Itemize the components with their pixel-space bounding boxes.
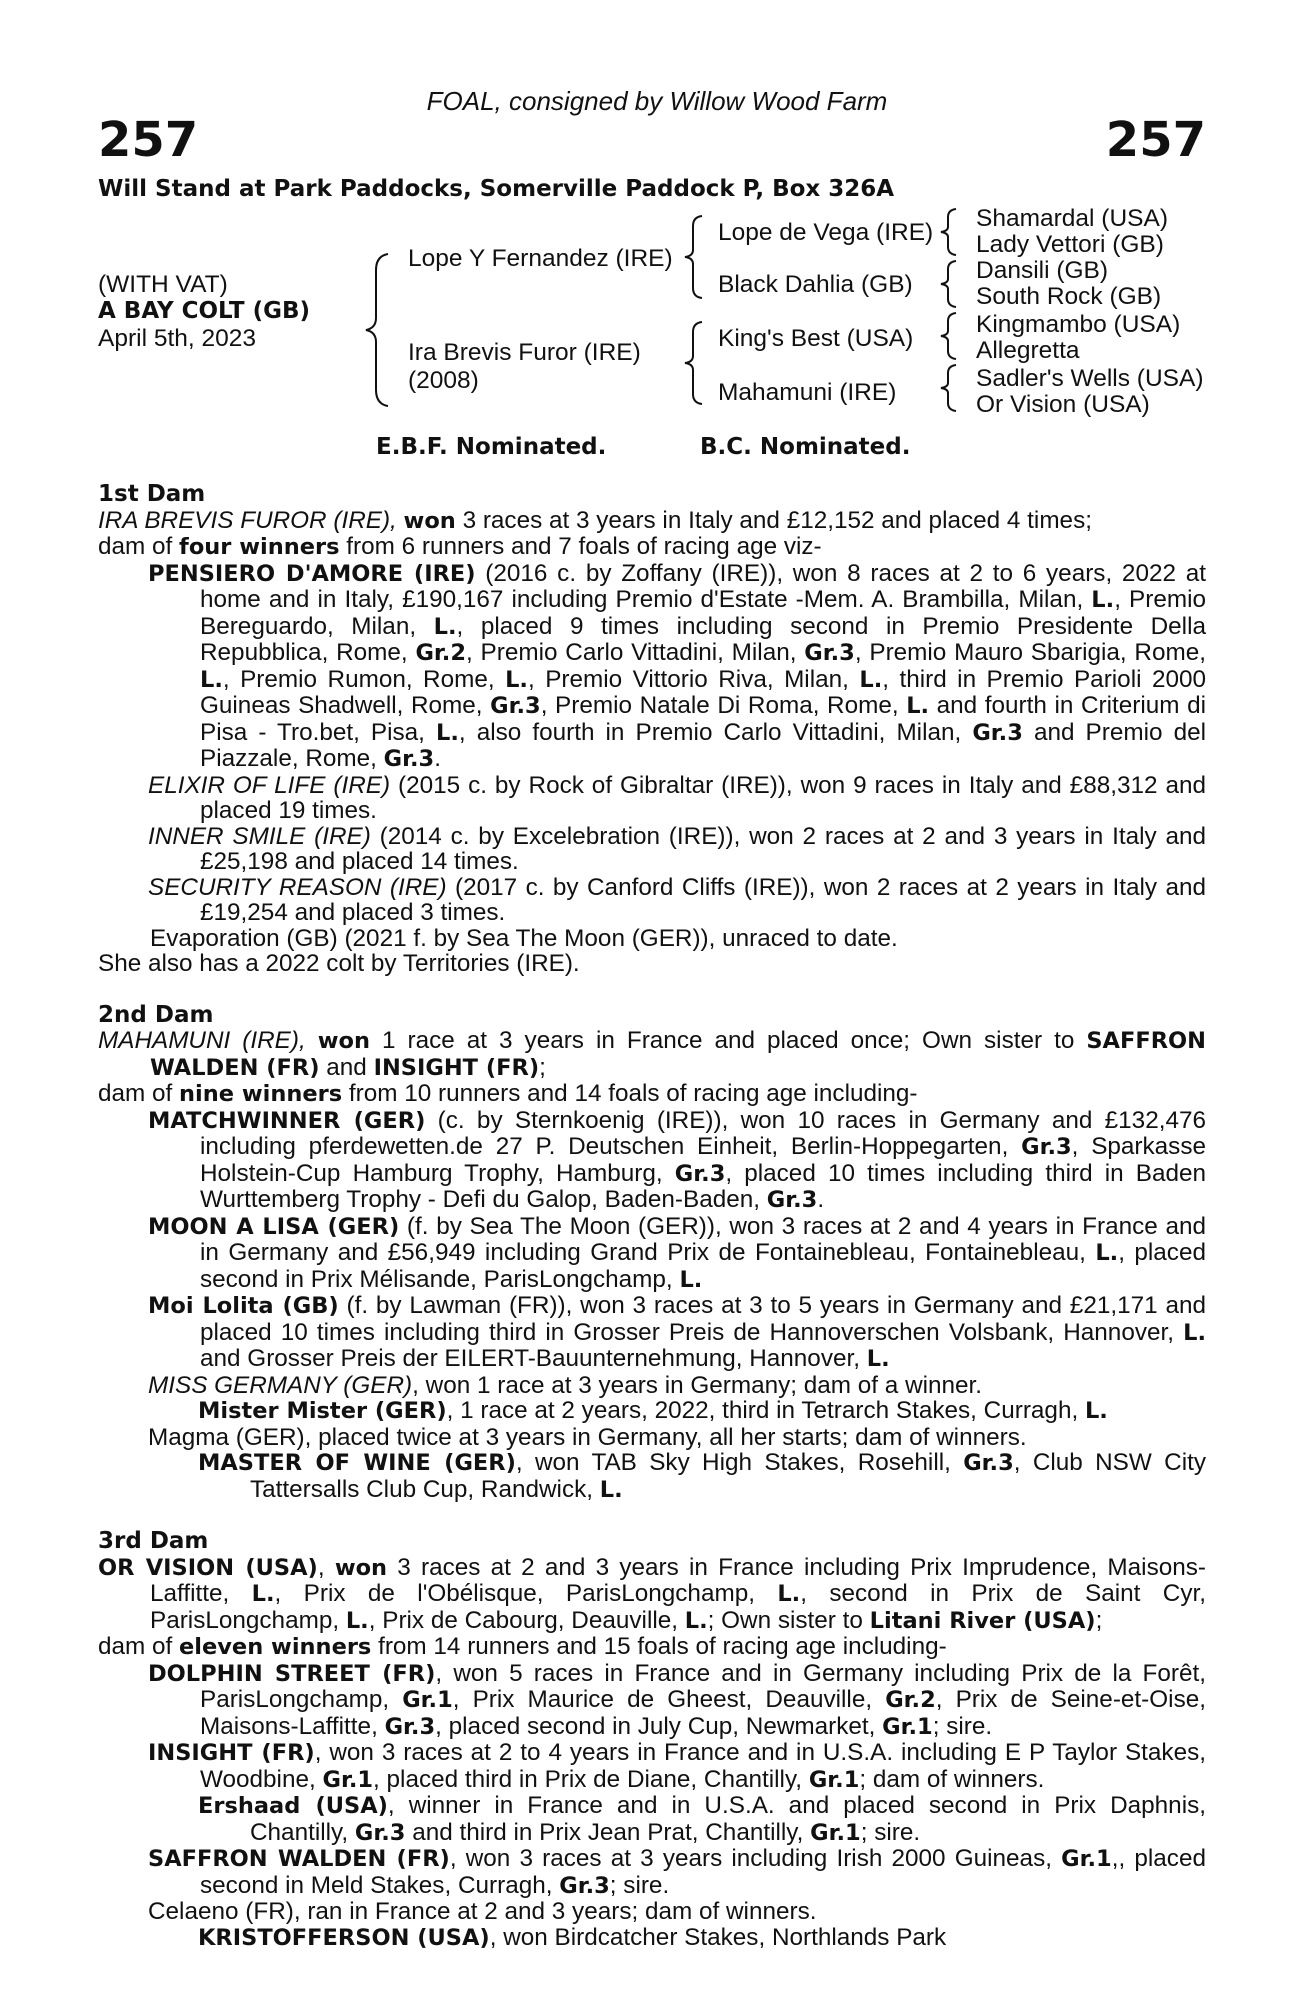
third-dam-summary: OR VISION (USA), won 3 races at 2 and 3 years in France including Prix Imprudence, Maisons-Laffitte, L., Prix de l'Obélisque, ParisLongchamp, L., second in Prix de Saint Cyr, ParisLongchamp, L., Prix de Cabourg, Deauville, L.; Own sister to Litani River (USA); (98, 1553, 1206, 1634)
third-dam-heading: 3rd Dam (98, 1528, 209, 1554)
foaling-date: April 5th, 2023 (98, 325, 256, 352)
horse-description: A BAY COLT (GB) (98, 298, 311, 324)
pedigree-brace-dam (680, 318, 710, 408)
produce-entry-mister-mister: Mister Mister (GER), 1 race at 2 years, 2022, third in Tetrarch Stakes, Curragh, L. (198, 1397, 1108, 1424)
pedigree-ggp-2: Lady Vettori (GB) (976, 231, 1164, 258)
first-dam-heading: 1st Dam (98, 481, 206, 507)
produce-entry-inner-smile: INNER SMILE (IRE) (2014 c. by Excelebration (IRE)), won 2 races at 2 and 3 years in Italy and £25,198 and placed 14 times. (148, 822, 1207, 875)
second-dam-heading: 2nd Dam (98, 1001, 214, 1028)
consignor-line: FOAL, consigned by Willow Wood Farm (426, 86, 888, 116)
produce-entry-evaporation: Evaporation (GB) (2021 f. by Sea The Moon (GER)), unraced to date. (150, 924, 898, 952)
produce-entry-celaeno: Celaeno (FR), ran in France at 2 and 3 years; dam of winners. (148, 1898, 817, 1925)
stand-location: Will Stand at Park Paddocks, Somerville Paddock P, Box 326A (98, 176, 895, 202)
first-dam-produce-line: dam of four winners from 6 runners and 7 foals of racing age viz- (98, 533, 822, 560)
produce-entry-pensiero: PENSIERO D'AMORE (IRE) (2016 c. by Zoffany (IRE)), won 8 races at 2 to 6 years, 2022 at home and in Italy, £190,167 including Premio d'Estate -Mem. A. Brambilla, Milan, L., Premio Bereguardo, Milan, L., placed 9 times including second in Premio Presidente Della Repubblica, Rome, Gr.2, Premio Carlo Vittadini, Milan, Gr.3, Premio Mauro Sbarigia, Rome, L., Premio Rumon, Rome, L., Premio Vittorio Riva, Milan, L., third in Premio Parioli 2000 Guineas Shadwell, Rome, Gr.3, Premio Natale Di Roma, Rome, L. and fourth in Criterium di Pisa - Tro.bet, Pisa, L., also fourth in Premio Carlo Vittadini, Milan, Gr.3 and Premio del Piazzale, Rome, Gr.3. (148, 559, 1207, 772)
second-dam-summary: MAHAMUNI (IRE), won 1 race at 3 years in France and placed once; Own sister to SAFFRON WALDEN (FR) and INSIGHT (FR); (98, 1027, 1206, 1081)
pedigree-ggp-7: Sadler's Wells (USA) (976, 365, 1204, 392)
pedigree-brace-ggp-4 (936, 362, 964, 414)
produce-entry-security-reason: SECURITY REASON (IRE) (2017 c. by Canford Cliffs (IRE)), won 2 races at 2 years in Italy and £19,254 and placed 3 times. (148, 873, 1206, 926)
pedigree-brace-main (360, 250, 400, 410)
pedigree-dam-dam: Mahamuni (IRE) (718, 379, 897, 406)
pedigree-sire-dam: Black Dahlia (GB) (718, 271, 913, 298)
produce-entry-matchwinner: MATCHWINNER (GER) (c. by Sternkoenig (IRE)), won 10 races in Germany and £132,476 including pferdewetten.de 27 P. Deutschen Einheit, Berlin-Hoppegarten, Gr.3, Sparkasse Holstein-Cup Hamburg Trophy, Hamburg, Gr.3, placed 10 times including third in Baden Wurttemberg Trophy - Defi du Galop, Baden-Baden, Gr.3. (148, 1106, 1207, 1213)
produce-entry-dolphin-street: DOLPHIN STREET (FR), won 5 races in France and in Germany including Prix de la Forêt, ParisLongchamp, Gr.1, Prix Maurice de Gheest, Deauville, Gr.2, Prix de Seine-et-Oise, Maisons-Laffitte, Gr.3, placed second in July Cup, Newmarket, Gr.1; sire. (148, 1659, 1207, 1740)
pedigree-ggp-4: South Rock (GB) (976, 283, 1162, 310)
produce-entry-miss-germany: MISS GERMANY (GER), won 1 race at 3 years in Germany; dam of a winner. (148, 1371, 983, 1399)
pedigree-ggp-1: Shamardal (USA) (976, 205, 1168, 232)
catalogue-body (98, 482, 1206, 1951)
pedigree-dam-sire: King's Best (USA) (718, 325, 914, 352)
produce-entry-insight: INSIGHT (FR), won 3 races at 2 to 4 years in France and in U.S.A. including E P Taylor Stakes, Woodbine, Gr.1, placed third in Prix de Diane, Chantilly, Gr.1; dam of winners. (148, 1739, 1206, 1793)
pedigree-ggp-6: Allegretta (976, 337, 1080, 364)
lot-number-left: 257 (98, 112, 199, 168)
pedigree-brace-ggp-1 (936, 206, 964, 258)
pedigree-brace-ggp-2 (936, 258, 964, 310)
second-dam-produce-line: dam of nine winners from 10 runners and 14 foals of racing age including- (98, 1080, 918, 1107)
pedigree-ggp-5: Kingmambo (USA) (976, 311, 1181, 338)
produce-entry-master-of-wine: MASTER OF WINE (GER), won TAB Sky High Stakes, Rosehill, Gr.3, Club NSW City Tattersalls Club Cup, Randwick, L. (198, 1449, 1206, 1503)
bc-nomination: B.C. Nominated. (700, 434, 911, 460)
third-dam-produce-line: dam of eleven winners from 14 runners and 15 foals of racing age including- (98, 1633, 947, 1660)
vat-label: (WITH VAT) (98, 271, 228, 298)
produce-entry-ershaad: Ershaad (USA), winner in France and in U.S.A. and placed second in Prix Daphnis, Chantilly, Gr.3 and third in Prix Jean Prat, Chantilly, Gr.1; sire. (198, 1792, 1206, 1846)
produce-entry-elixir: ELIXIR OF LIFE (IRE) (2015 c. by Rock of Gibraltar (IRE)), won 9 races in Italy and £88,312 and placed 19 times. (148, 771, 1206, 824)
produce-entry-moon-a-lisa: MOON A LISA (GER) (f. by Sea The Moon (GER)), won 3 races at 2 and 4 years in France and in Germany and £56,949 including Grand Prix de Fontainebleau, Fontainebleau, L., placed second in Prix Mélisande, ParisLongchamp, L. (148, 1212, 1206, 1293)
lot-number-right: 257 (1105, 112, 1206, 168)
produce-entry-kristofferson: KRISTOFFERSON (USA), won Birdcatcher Stakes, Northlands Park (198, 1923, 947, 1951)
pedigree-sire-sire: Lope de Vega (IRE) (718, 219, 934, 246)
produce-entry-magma: Magma (GER), placed twice at 3 years in Germany, all her starts; dam of winners. (148, 1423, 1027, 1451)
first-dam-note: She also has a 2022 colt by Territories (IRE). (98, 950, 580, 977)
pedigree-dam-year: (2008) (408, 367, 479, 394)
produce-entry-moi-lolita: Moi Lolita (GB) (f. by Lawman (FR)), won 3 races at 3 to 5 years in Germany and £21,171 and placed 10 times including third in Grosser Preis de Hannoverschen Volsbank, Hannover, L. and Grosser Preis der EILERT-Bauunternehmung, Hannover, L. (148, 1292, 1206, 1372)
pedigree-ggp-3: Dansili (GB) (976, 257, 1109, 284)
ebf-nomination: E.B.F. Nominated. (376, 434, 607, 460)
first-dam-summary: IRA BREVIS FUROR (IRE), won 3 races at 3 years in Italy and £12,152 and placed 4 times; (98, 506, 1092, 534)
pedigree-dam: Ira Brevis Furor (IRE) (408, 339, 641, 366)
pedigree-brace-sire (680, 212, 710, 302)
pedigree-ggp-8: Or Vision (USA) (976, 391, 1150, 418)
produce-entry-saffron-walden: SAFFRON WALDEN (FR), won 3 races at 3 years including Irish 2000 Guineas, Gr.1,, placed second in Meld Stakes, Curragh, Gr.3; sire. (148, 1845, 1206, 1899)
pedigree-sire: Lope Y Fernandez (IRE) (408, 245, 673, 272)
pedigree-brace-ggp-3 (936, 310, 964, 362)
